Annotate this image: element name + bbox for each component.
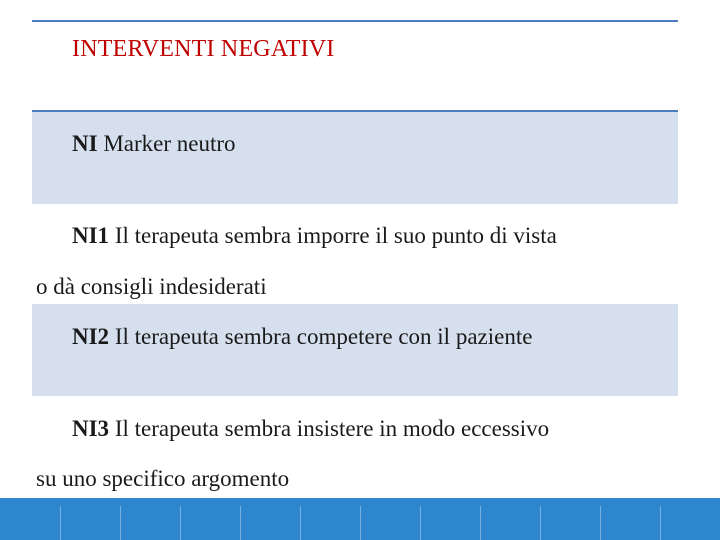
item-ni3 [72,406,549,452]
slide-title: INTERVENTI NEGATIVI [72,36,335,62]
item-code: NI2 [72,324,110,349]
footer-divider [120,506,121,540]
item-ni1-continuation: o dà consigli indesiderati [36,274,267,299]
item-code: NI3 [72,416,110,441]
footer-divider [600,506,601,540]
item-ni2 [72,314,532,360]
footer-divider [180,506,181,540]
item-code: NI1 [72,223,110,248]
item-ni1 [72,213,557,259]
footer-divider [360,506,361,540]
footer-divider [420,506,421,540]
item-text: Il terapeuta sembra insistere in modo eccessivo [114,416,550,441]
item-text: Il terapeuta sembra competere con il paziente [114,324,533,349]
footer-divider [240,506,241,540]
top-divider [32,20,678,22]
footer-divider [540,506,541,540]
item-code: NI [72,131,98,156]
item-text: Il terapeuta sembra imporre il suo punto di vista [114,223,557,248]
footer-divider [660,506,661,540]
item-ni3-continuation: su uno specifico argomento [36,466,290,491]
footer-divider [300,506,301,540]
footer-divider [60,506,61,540]
footer-divider [480,506,481,540]
footer-bar [0,498,720,540]
item-ni [72,121,236,167]
item-text: Marker neutro [103,131,236,156]
